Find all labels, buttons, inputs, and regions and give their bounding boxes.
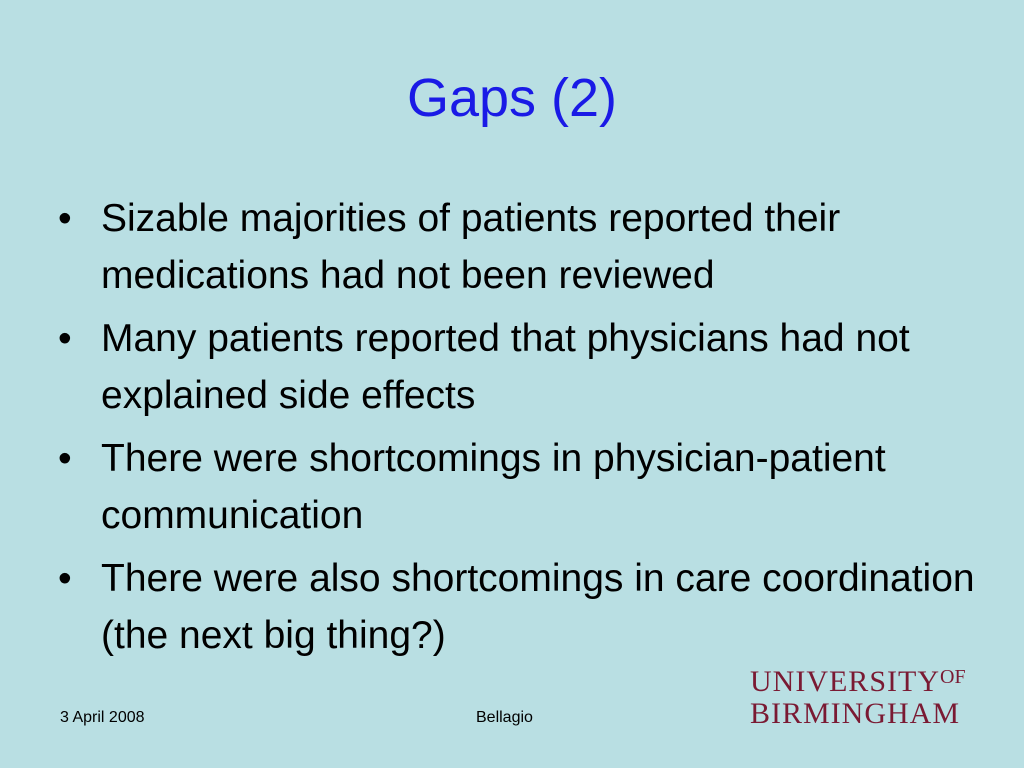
bullet-text: There were shortcomings in physician-patient communication [101, 437, 886, 537]
university-logo [750, 667, 980, 729]
bullet-item [56, 430, 986, 544]
bullet-text: There were also shortcomings in care coordination (the next big thing?) [101, 557, 975, 657]
bullet-list [56, 190, 986, 670]
footer-center-text: Bellagio [476, 709, 533, 726]
slide-title: Gaps (2) [406, 68, 618, 128]
logo-line-2: BIRMINGHAM [750, 697, 961, 730]
bullet-marker: • [58, 437, 72, 480]
bullet-text: Many patients reported that physicians had not explained side effects [101, 317, 910, 417]
bullet-text: Sizable majorities of patients reported their medications had not been reviewed [101, 197, 841, 297]
logo-word-of: OF [940, 666, 966, 688]
logo-line-1 [750, 667, 980, 697]
bullet-marker: • [58, 557, 72, 600]
footer-date: 3 April 2008 [60, 709, 145, 726]
bullet-item [56, 190, 986, 304]
bullet-item [56, 550, 986, 664]
bullet-marker: • [58, 317, 72, 360]
logo-word-university: UNIVERSITY [750, 665, 940, 698]
bullet-marker: • [58, 197, 72, 240]
bullet-item [56, 310, 986, 424]
